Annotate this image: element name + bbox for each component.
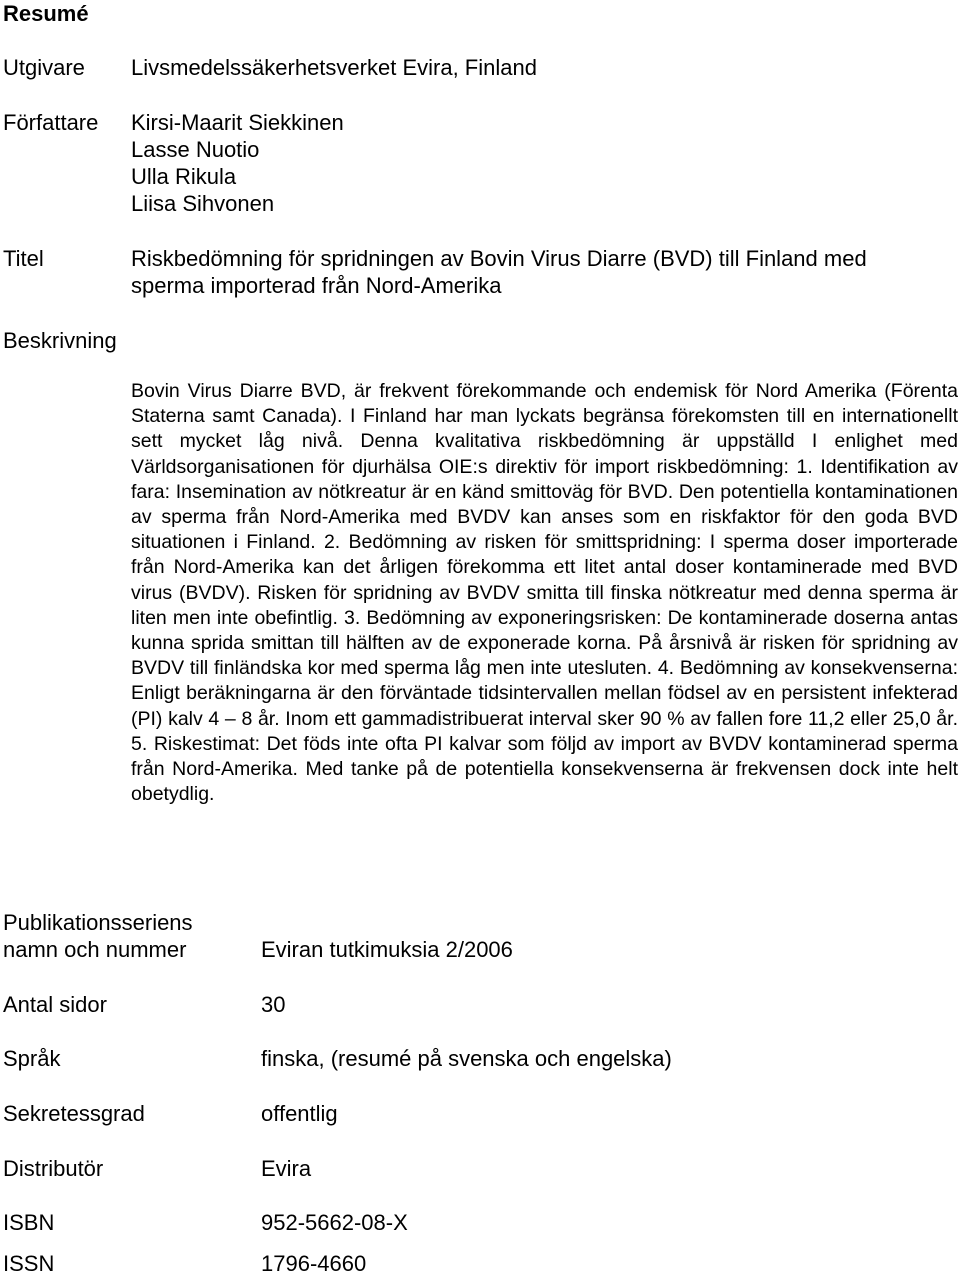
page-title: Resumé <box>3 1 89 26</box>
distributor-value: Evira <box>261 1156 312 1181</box>
authors-label: Författare <box>3 110 99 135</box>
secrecy-label: Sekretessgrad <box>3 1101 145 1126</box>
pages-value: 30 <box>261 992 286 1017</box>
title-line: sperma importerad från Nord-Amerika <box>131 273 502 298</box>
isbn-label: ISBN <box>3 1210 55 1235</box>
author-name: Kirsi-Maarit Siekkinen <box>131 110 344 135</box>
title-line: Riskbedömning för spridningen av Bovin Virus Diarre (BVD) till Finland med <box>131 246 867 271</box>
pages-label: Antal sidor <box>3 992 107 1017</box>
title-label: Titel <box>3 246 44 271</box>
authors-list <box>131 109 344 217</box>
distributor-label: Distributör <box>3 1156 104 1181</box>
author-name: Liisa Sihvonen <box>131 191 275 216</box>
author-name: Ulla Rikula <box>131 164 237 189</box>
issn-label: ISSN <box>3 1251 55 1276</box>
secrecy-value: offentlig <box>261 1101 338 1126</box>
title-value <box>131 245 867 299</box>
language-label: Språk <box>3 1046 61 1071</box>
series-value: Eviran tutkimuksia 2/2006 <box>261 937 513 962</box>
publisher-value: Livsmedelssäkerhetsverket Evira, Finland <box>131 55 537 80</box>
language-value: finska, (resumé på svenska och engelska) <box>261 1046 672 1071</box>
publisher-label: Utgivare <box>3 55 85 80</box>
series-label-line2: namn och nummer <box>3 937 187 962</box>
description-text: Bovin Virus Diarre BVD, är frekvent förekommande och endemisk för Nord Amerika (Förenta Staterna samt Canada). I Finland har man lyckats begränsa förekomsten till en internationellt sett mycket låg nivå. Denna kvalitativa riskbedömning är uppställd I enlighet med Världsorganisationen för djurhälsa OIE:s direktiv för import riskbedömning: 1. Identifikation av fara: Insemination av nötkreatur är en känd smittoväg för BVD. Den potentiella kontaminationen av sperma från Nord-Amerika med BVDV kan anses som en riskfaktor för den goda BVD situationen i Finland. 2. Bedömning av risken för smittspridning: I sperma doser importerade från Nord-Amerika kan det årligen förekomma ett litet antal doser kontaminerade med BVD virus (BVDV). Risken för spridning av BVDV smitta till finska nötkreatur med denna sperma är liten men inte obefintlig. 3. Bedömning av exponeringsrisken: De kontaminerade doserna antas kunna sprida smittan till hälften av de exponerade korna. På årsnivå är risken för spridning av BVDV till finländska kor med sperma låg men inte utesluten. 4. Bedömning av konsekvenserna: Enligt beräkningarna är den förväntade tidsintervallen mellan födsel av en persistent infekterad (PI) kalv 4 – 8 år. Inom ett gammadistribuerat interval sker 90 % av fallen fore 11,2 eller 25,0 år. 5. Riskestimat: Det föds inte ofta PI kalvar som följd av import av BVDV kontaminerad sperma från Nord-Amerika. Med tanke på de potentiella konsekvenserna är frekvensen dock inte helt obetydlig. <box>131 380 958 806</box>
author-name: Lasse Nuotio <box>131 137 260 162</box>
issn-value: 1796-4660 <box>261 1251 367 1276</box>
series-label-line1: Publikationsseriens <box>3 910 193 935</box>
description-label: Beskrivning <box>3 328 117 353</box>
isbn-value: 952-5662-08-X <box>261 1210 408 1235</box>
